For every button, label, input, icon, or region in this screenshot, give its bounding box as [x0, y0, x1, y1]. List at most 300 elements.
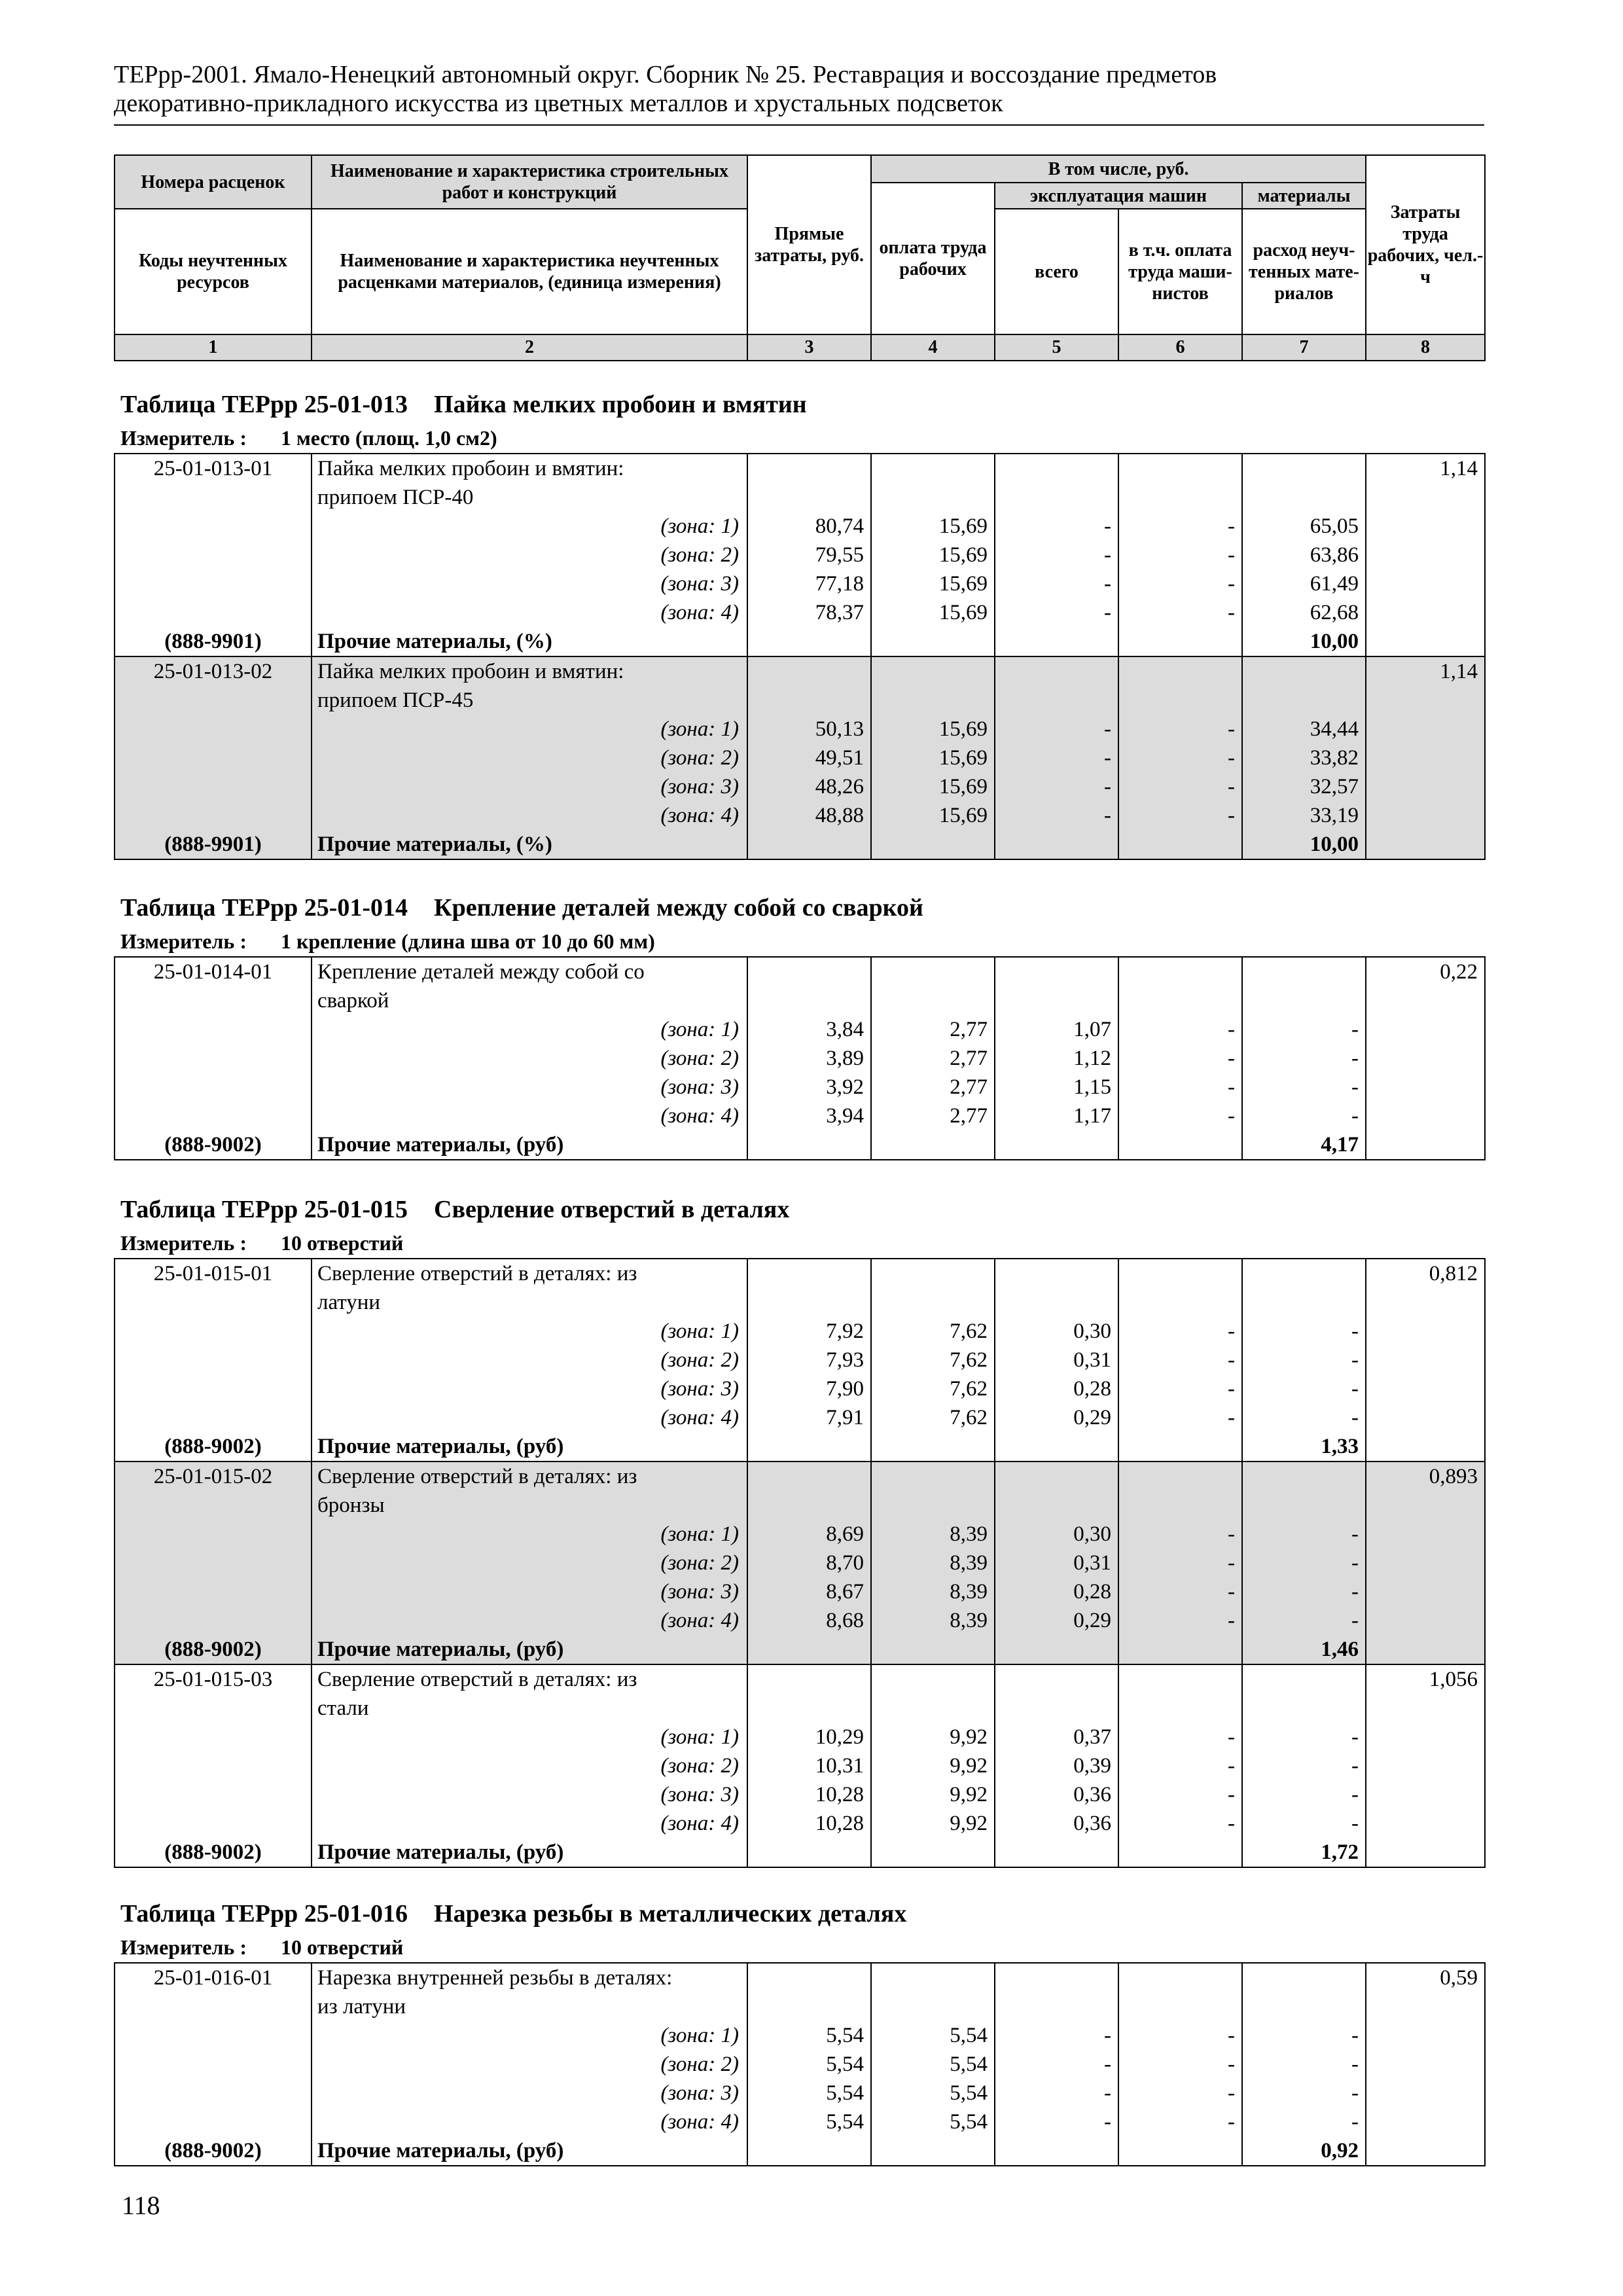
machines-total: 0,37 [995, 1723, 1118, 1751]
empty-cell [1242, 656, 1366, 686]
empty-cell [995, 2136, 1118, 2166]
zone-label: (зона: 2) [312, 1751, 747, 1780]
empty-cell [995, 1462, 1118, 1491]
rate-name: Нарезка внутренней резьбы в деталях: [312, 1963, 747, 1992]
machines-total: 0,31 [995, 1549, 1118, 1577]
rate-table [114, 1258, 1486, 1868]
machines-total: 0,29 [995, 1606, 1118, 1635]
empty-cell [115, 1520, 312, 1549]
empty-cell [115, 483, 312, 512]
empty-cell [1242, 686, 1366, 715]
table-code: Таблица ТЕРрр 25-01-016 [120, 1900, 408, 1928]
machines-labor-pay: - [1118, 1073, 1242, 1102]
empty-cell [1118, 1462, 1242, 1491]
empty-cell [115, 2050, 312, 2079]
labor-pay: 5,54 [871, 2050, 995, 2079]
empty-cell [747, 1462, 871, 1491]
empty-cell [1242, 1664, 1366, 1694]
empty-cell [1242, 454, 1366, 483]
machines-total: 0,36 [995, 1780, 1118, 1809]
machines-labor-pay: - [1118, 1317, 1242, 1346]
resource-value: 0,92 [1242, 2136, 1366, 2166]
zone-row [115, 569, 1485, 598]
zone-label: (зона: 3) [312, 1577, 747, 1606]
empty-cell [115, 1780, 312, 1809]
empty-cell [995, 656, 1118, 686]
rate-row [115, 1992, 1485, 2021]
materials-cost: 62,68 [1242, 598, 1366, 627]
rate-row [115, 454, 1485, 483]
empty-cell [747, 1838, 871, 1867]
direct-costs: 80,74 [747, 512, 871, 541]
labor-pay: 15,69 [871, 772, 995, 801]
machines-total: 0,36 [995, 1809, 1118, 1838]
labor-pay: 2,77 [871, 1044, 995, 1073]
page-title-line-2: декоративно-прикладного искусства из цветных металлов и хрустальных подсветок [114, 90, 1003, 117]
measurement-unit [120, 929, 1484, 954]
empty-cell [995, 1491, 1118, 1520]
empty-cell [747, 1259, 871, 1288]
resource-code: (888-9002) [115, 1130, 312, 1160]
resource-value: 4,17 [1242, 1130, 1366, 1160]
rate-row [115, 1694, 1485, 1723]
machines-labor-pay: - [1118, 2021, 1242, 2050]
resource-name: Прочие материалы, (%) [312, 627, 747, 656]
machines-total: - [995, 744, 1118, 772]
resource-name: Прочие материалы, (%) [312, 830, 747, 859]
resource-row [115, 830, 1485, 859]
machines-labor-pay: - [1118, 569, 1242, 598]
zone-row [115, 2021, 1485, 2050]
header-including: В том числе, руб. [871, 155, 1366, 183]
machines-total: 0,30 [995, 1317, 1118, 1346]
empty-cell [115, 541, 312, 569]
unit-value: 10 отверстий [280, 1935, 404, 1959]
resource-value: 1,33 [1242, 1432, 1366, 1462]
zone-label: (зона: 3) [312, 1780, 747, 1809]
empty-cell [1118, 483, 1242, 512]
empty-cell [115, 1346, 312, 1374]
materials-cost: - [1242, 1606, 1366, 1635]
empty-cell [1366, 1606, 1485, 1635]
empty-cell [995, 627, 1118, 656]
unit-value: 10 отверстий [280, 1231, 404, 1255]
materials-cost: - [1242, 1015, 1366, 1044]
empty-cell [995, 1432, 1118, 1462]
empty-cell [1242, 986, 1366, 1015]
section-title [120, 893, 1484, 929]
empty-cell [1242, 1259, 1366, 1288]
empty-cell [995, 1259, 1118, 1288]
empty-cell [747, 1635, 871, 1664]
direct-costs: 48,88 [747, 801, 871, 830]
empty-cell [1366, 1577, 1485, 1606]
empty-cell [1366, 2136, 1485, 2166]
labor-pay: 9,92 [871, 1780, 995, 1809]
machines-labor-pay: - [1118, 1809, 1242, 1838]
direct-costs: 3,89 [747, 1044, 871, 1073]
section-title [120, 1899, 1484, 1935]
zone-row [115, 1520, 1485, 1549]
materials-cost: - [1242, 1809, 1366, 1838]
empty-cell [1366, 1288, 1485, 1317]
unit-label: Измеритель : [120, 1935, 247, 1959]
zone-row [115, 1374, 1485, 1403]
empty-cell [1118, 957, 1242, 986]
empty-cell [1366, 1838, 1485, 1867]
table-name: Нарезка резьбы в металлических деталях [434, 1900, 907, 1928]
empty-cell [115, 1723, 312, 1751]
empty-cell [995, 1664, 1118, 1694]
empty-cell [1366, 1432, 1485, 1462]
empty-cell [1366, 686, 1485, 715]
direct-costs: 79,55 [747, 541, 871, 569]
unit-label: Измеритель : [120, 1231, 247, 1255]
machines-labor-pay: - [1118, 1346, 1242, 1374]
labor-cost: 1,14 [1366, 656, 1485, 686]
empty-cell [1118, 1694, 1242, 1723]
empty-cell [747, 986, 871, 1015]
empty-cell [1366, 1317, 1485, 1346]
rate-name: Пайка мелких пробоин и вмятин: [312, 656, 747, 686]
header-labor-pay: оплата труда рабочих [871, 183, 995, 334]
direct-costs: 7,93 [747, 1346, 871, 1374]
empty-cell [1366, 2021, 1485, 2050]
measurement-unit [120, 1935, 1484, 1960]
labor-pay: 15,69 [871, 598, 995, 627]
materials-cost: - [1242, 1374, 1366, 1403]
empty-cell [871, 483, 995, 512]
labor-pay: 7,62 [871, 1346, 995, 1374]
rate-code: 25-01-014-01 [115, 957, 312, 986]
empty-cell [1118, 1963, 1242, 1992]
materials-cost: 33,19 [1242, 801, 1366, 830]
zone-label: (зона: 3) [312, 772, 747, 801]
labor-pay: 7,62 [871, 1317, 995, 1346]
materials-cost: - [1242, 1403, 1366, 1432]
table-name: Сверление отверстий в деталях [434, 1196, 790, 1223]
rate-name-continued: припоем ПСР-45 [312, 686, 747, 715]
rate-section [114, 1899, 1484, 2166]
zone-row [115, 598, 1485, 627]
machines-total: - [995, 541, 1118, 569]
resource-code: (888-9002) [115, 1635, 312, 1664]
machines-labor-pay: - [1118, 2079, 1242, 2108]
empty-cell [871, 1259, 995, 1288]
empty-cell [1118, 1130, 1242, 1160]
rate-row [115, 957, 1485, 986]
empty-cell [1242, 1992, 1366, 2021]
empty-cell [995, 986, 1118, 1015]
labor-cost: 0,22 [1366, 957, 1485, 986]
empty-cell [995, 1130, 1118, 1160]
direct-costs: 78,37 [747, 598, 871, 627]
empty-cell [1366, 1073, 1485, 1102]
resource-row [115, 2136, 1485, 2166]
zone-row [115, 541, 1485, 569]
rate-row [115, 656, 1485, 686]
header-resource-codes: Коды неучтенных ресурсов [115, 209, 312, 334]
direct-costs: 7,92 [747, 1317, 871, 1346]
empty-cell [1118, 1635, 1242, 1664]
header-material-name: Наименование и характеристика неучтенных расценками материалов, (единица измерения) [312, 209, 747, 334]
header-machines-labor: в т.ч. оплата труда маши- нистов [1118, 209, 1242, 334]
materials-cost: - [1242, 1577, 1366, 1606]
machines-labor-pay: - [1118, 1044, 1242, 1073]
materials-cost: 32,57 [1242, 772, 1366, 801]
zone-label: (зона: 4) [312, 1809, 747, 1838]
resource-value: 1,46 [1242, 1635, 1366, 1664]
machines-labor-pay: - [1118, 2108, 1242, 2136]
materials-cost: - [1242, 2108, 1366, 2136]
direct-costs: 10,31 [747, 1751, 871, 1780]
table-code: Таблица ТЕРрр 25-01-014 [120, 894, 408, 922]
zone-label: (зона: 1) [312, 1520, 747, 1549]
labor-pay: 9,92 [871, 1809, 995, 1838]
empty-cell [1366, 1635, 1485, 1664]
empty-cell [1366, 1102, 1485, 1130]
zone-label: (зона: 1) [312, 512, 747, 541]
zone-row [115, 1577, 1485, 1606]
empty-cell [115, 1374, 312, 1403]
resource-code: (888-9002) [115, 1432, 312, 1462]
empty-cell [871, 1130, 995, 1160]
empty-cell [1366, 986, 1485, 1015]
materials-cost: - [1242, 1780, 1366, 1809]
zone-row [115, 1346, 1485, 1374]
direct-costs: 3,84 [747, 1015, 871, 1044]
machines-total: 0,28 [995, 1577, 1118, 1606]
machines-total: - [995, 715, 1118, 744]
page-title-line-1: ТЕРрр-2001. Ямало-Ненецкий автономный округ. Сборник № 25. Реставрация и воссоздание предметов [114, 61, 1217, 88]
zone-row [115, 801, 1485, 830]
direct-costs: 7,90 [747, 1374, 871, 1403]
rate-name-continued: из латуни [312, 1992, 747, 2021]
machines-total: - [995, 2108, 1118, 2136]
empty-cell [871, 1491, 995, 1520]
empty-cell [1118, 627, 1242, 656]
resource-value: 10,00 [1242, 627, 1366, 656]
empty-cell [1366, 2079, 1485, 2108]
machines-labor-pay: - [1118, 541, 1242, 569]
empty-cell [995, 830, 1118, 859]
empty-cell [871, 1838, 995, 1867]
empty-cell [1118, 686, 1242, 715]
machines-labor-pay: - [1118, 744, 1242, 772]
empty-cell [871, 830, 995, 859]
empty-cell [1366, 569, 1485, 598]
empty-cell [747, 2136, 871, 2166]
header-rule [114, 124, 1484, 126]
zone-label: (зона: 3) [312, 1374, 747, 1403]
empty-cell [115, 772, 312, 801]
rate-row [115, 986, 1485, 1015]
labor-cost: 1,056 [1366, 1664, 1485, 1694]
materials-cost: 65,05 [1242, 512, 1366, 541]
zone-row [115, 1723, 1485, 1751]
empty-cell [747, 656, 871, 686]
empty-cell [115, 1606, 312, 1635]
empty-cell [1118, 656, 1242, 686]
header-work-name: Наименование и характеристика строительных работ и конструкций [312, 155, 747, 209]
direct-costs: 50,13 [747, 715, 871, 744]
empty-cell [1366, 1549, 1485, 1577]
empty-cell [747, 830, 871, 859]
rate-name-continued: сваркой [312, 986, 747, 1015]
machines-total: - [995, 2050, 1118, 2079]
empty-cell [747, 1963, 871, 1992]
header-materials: материалы [1242, 183, 1366, 209]
section-title [120, 390, 1484, 425]
rate-row [115, 686, 1485, 715]
empty-cell [115, 2021, 312, 2050]
zone-row [115, 512, 1485, 541]
machines-labor-pay: - [1118, 1723, 1242, 1751]
empty-cell [115, 598, 312, 627]
empty-cell [1366, 627, 1485, 656]
empty-cell [115, 1694, 312, 1723]
labor-cost: 1,14 [1366, 454, 1485, 483]
empty-cell [1242, 483, 1366, 512]
zone-label: (зона: 2) [312, 744, 747, 772]
empty-cell [1366, 1015, 1485, 1044]
materials-cost: - [1242, 1549, 1366, 1577]
labor-pay: 9,92 [871, 1723, 995, 1751]
empty-cell [995, 1963, 1118, 1992]
materials-cost: - [1242, 1317, 1366, 1346]
direct-costs: 8,69 [747, 1520, 871, 1549]
resource-name: Прочие материалы, (руб) [312, 1130, 747, 1160]
empty-cell [1366, 1751, 1485, 1780]
empty-cell [995, 1288, 1118, 1317]
labor-pay: 15,69 [871, 541, 995, 569]
empty-cell [871, 2136, 995, 2166]
zone-label: (зона: 2) [312, 1549, 747, 1577]
machines-total: - [995, 512, 1118, 541]
empty-cell [1118, 1259, 1242, 1288]
empty-cell [747, 483, 871, 512]
zone-label: (зона: 1) [312, 715, 747, 744]
empty-cell [1366, 2050, 1485, 2079]
direct-costs: 5,54 [747, 2050, 871, 2079]
empty-cell [1366, 1491, 1485, 1520]
empty-cell [871, 656, 995, 686]
resource-value: 10,00 [1242, 830, 1366, 859]
empty-cell [995, 1992, 1118, 2021]
machines-labor-pay: - [1118, 1577, 1242, 1606]
empty-cell [1366, 715, 1485, 744]
empty-cell [1118, 830, 1242, 859]
empty-cell [1242, 1491, 1366, 1520]
empty-cell [115, 1549, 312, 1577]
labor-cost: 0,893 [1366, 1462, 1485, 1491]
labor-pay: 7,62 [871, 1403, 995, 1432]
materials-cost: - [1242, 1346, 1366, 1374]
empty-cell [1118, 1992, 1242, 2021]
empty-cell [115, 1403, 312, 1432]
zone-row [115, 2108, 1485, 2136]
labor-pay: 15,69 [871, 744, 995, 772]
empty-cell [115, 1992, 312, 2021]
machines-labor-pay: - [1118, 1549, 1242, 1577]
empty-cell [871, 1635, 995, 1664]
zone-row [115, 744, 1485, 772]
machines-total: 0,29 [995, 1403, 1118, 1432]
zone-row [115, 2079, 1485, 2108]
empty-cell [115, 569, 312, 598]
labor-pay: 2,77 [871, 1015, 995, 1044]
empty-cell [1242, 1963, 1366, 1992]
direct-costs: 49,51 [747, 744, 871, 772]
empty-cell [1242, 1694, 1366, 1723]
empty-cell [995, 686, 1118, 715]
labor-pay: 8,39 [871, 1520, 995, 1549]
empty-cell [115, 715, 312, 744]
empty-cell [871, 1694, 995, 1723]
labor-pay: 5,54 [871, 2021, 995, 2050]
machines-labor-pay: - [1118, 1403, 1242, 1432]
machines-labor-pay: - [1118, 772, 1242, 801]
direct-costs: 5,54 [747, 2021, 871, 2050]
direct-costs: 8,67 [747, 1577, 871, 1606]
labor-pay: 8,39 [871, 1577, 995, 1606]
empty-cell [115, 1102, 312, 1130]
zone-label: (зона: 4) [312, 1102, 747, 1130]
rate-row [115, 1491, 1485, 1520]
rate-table [114, 1962, 1486, 2166]
direct-costs: 8,68 [747, 1606, 871, 1635]
empty-cell [747, 1694, 871, 1723]
labor-pay: 9,92 [871, 1751, 995, 1780]
machines-labor-pay: - [1118, 801, 1242, 830]
rate-table [114, 956, 1486, 1160]
zone-row [115, 1751, 1485, 1780]
empty-cell [747, 1992, 871, 2021]
machines-total: 0,39 [995, 1751, 1118, 1780]
materials-cost: - [1242, 1073, 1366, 1102]
empty-cell [1118, 1664, 1242, 1694]
empty-cell [1118, 1491, 1242, 1520]
empty-cell [1366, 1403, 1485, 1432]
rate-code: 25-01-015-02 [115, 1462, 312, 1491]
table-name: Крепление деталей между собой со сваркой [434, 894, 923, 922]
empty-cell [1366, 1723, 1485, 1751]
machines-total: - [995, 569, 1118, 598]
resource-row [115, 1432, 1485, 1462]
zone-label: (зона: 3) [312, 569, 747, 598]
zone-label: (зона: 1) [312, 1015, 747, 1044]
empty-cell [995, 454, 1118, 483]
header-index: 8 [1366, 334, 1485, 361]
direct-costs: 3,92 [747, 1073, 871, 1102]
empty-cell [1242, 1462, 1366, 1491]
empty-cell [747, 686, 871, 715]
zone-label: (зона: 1) [312, 1317, 747, 1346]
header-index: 7 [1242, 334, 1366, 361]
resource-row [115, 627, 1485, 656]
empty-cell [115, 1044, 312, 1073]
zone-label: (зона: 4) [312, 598, 747, 627]
empty-cell [1242, 957, 1366, 986]
empty-cell [1366, 483, 1485, 512]
empty-cell [747, 1432, 871, 1462]
rate-section [114, 390, 1484, 860]
empty-cell [115, 1491, 312, 1520]
unit-label: Измеритель : [120, 426, 247, 450]
rate-name: Сверление отверстий в деталях: из [312, 1259, 747, 1288]
empty-cell [995, 957, 1118, 986]
empty-cell [115, 512, 312, 541]
